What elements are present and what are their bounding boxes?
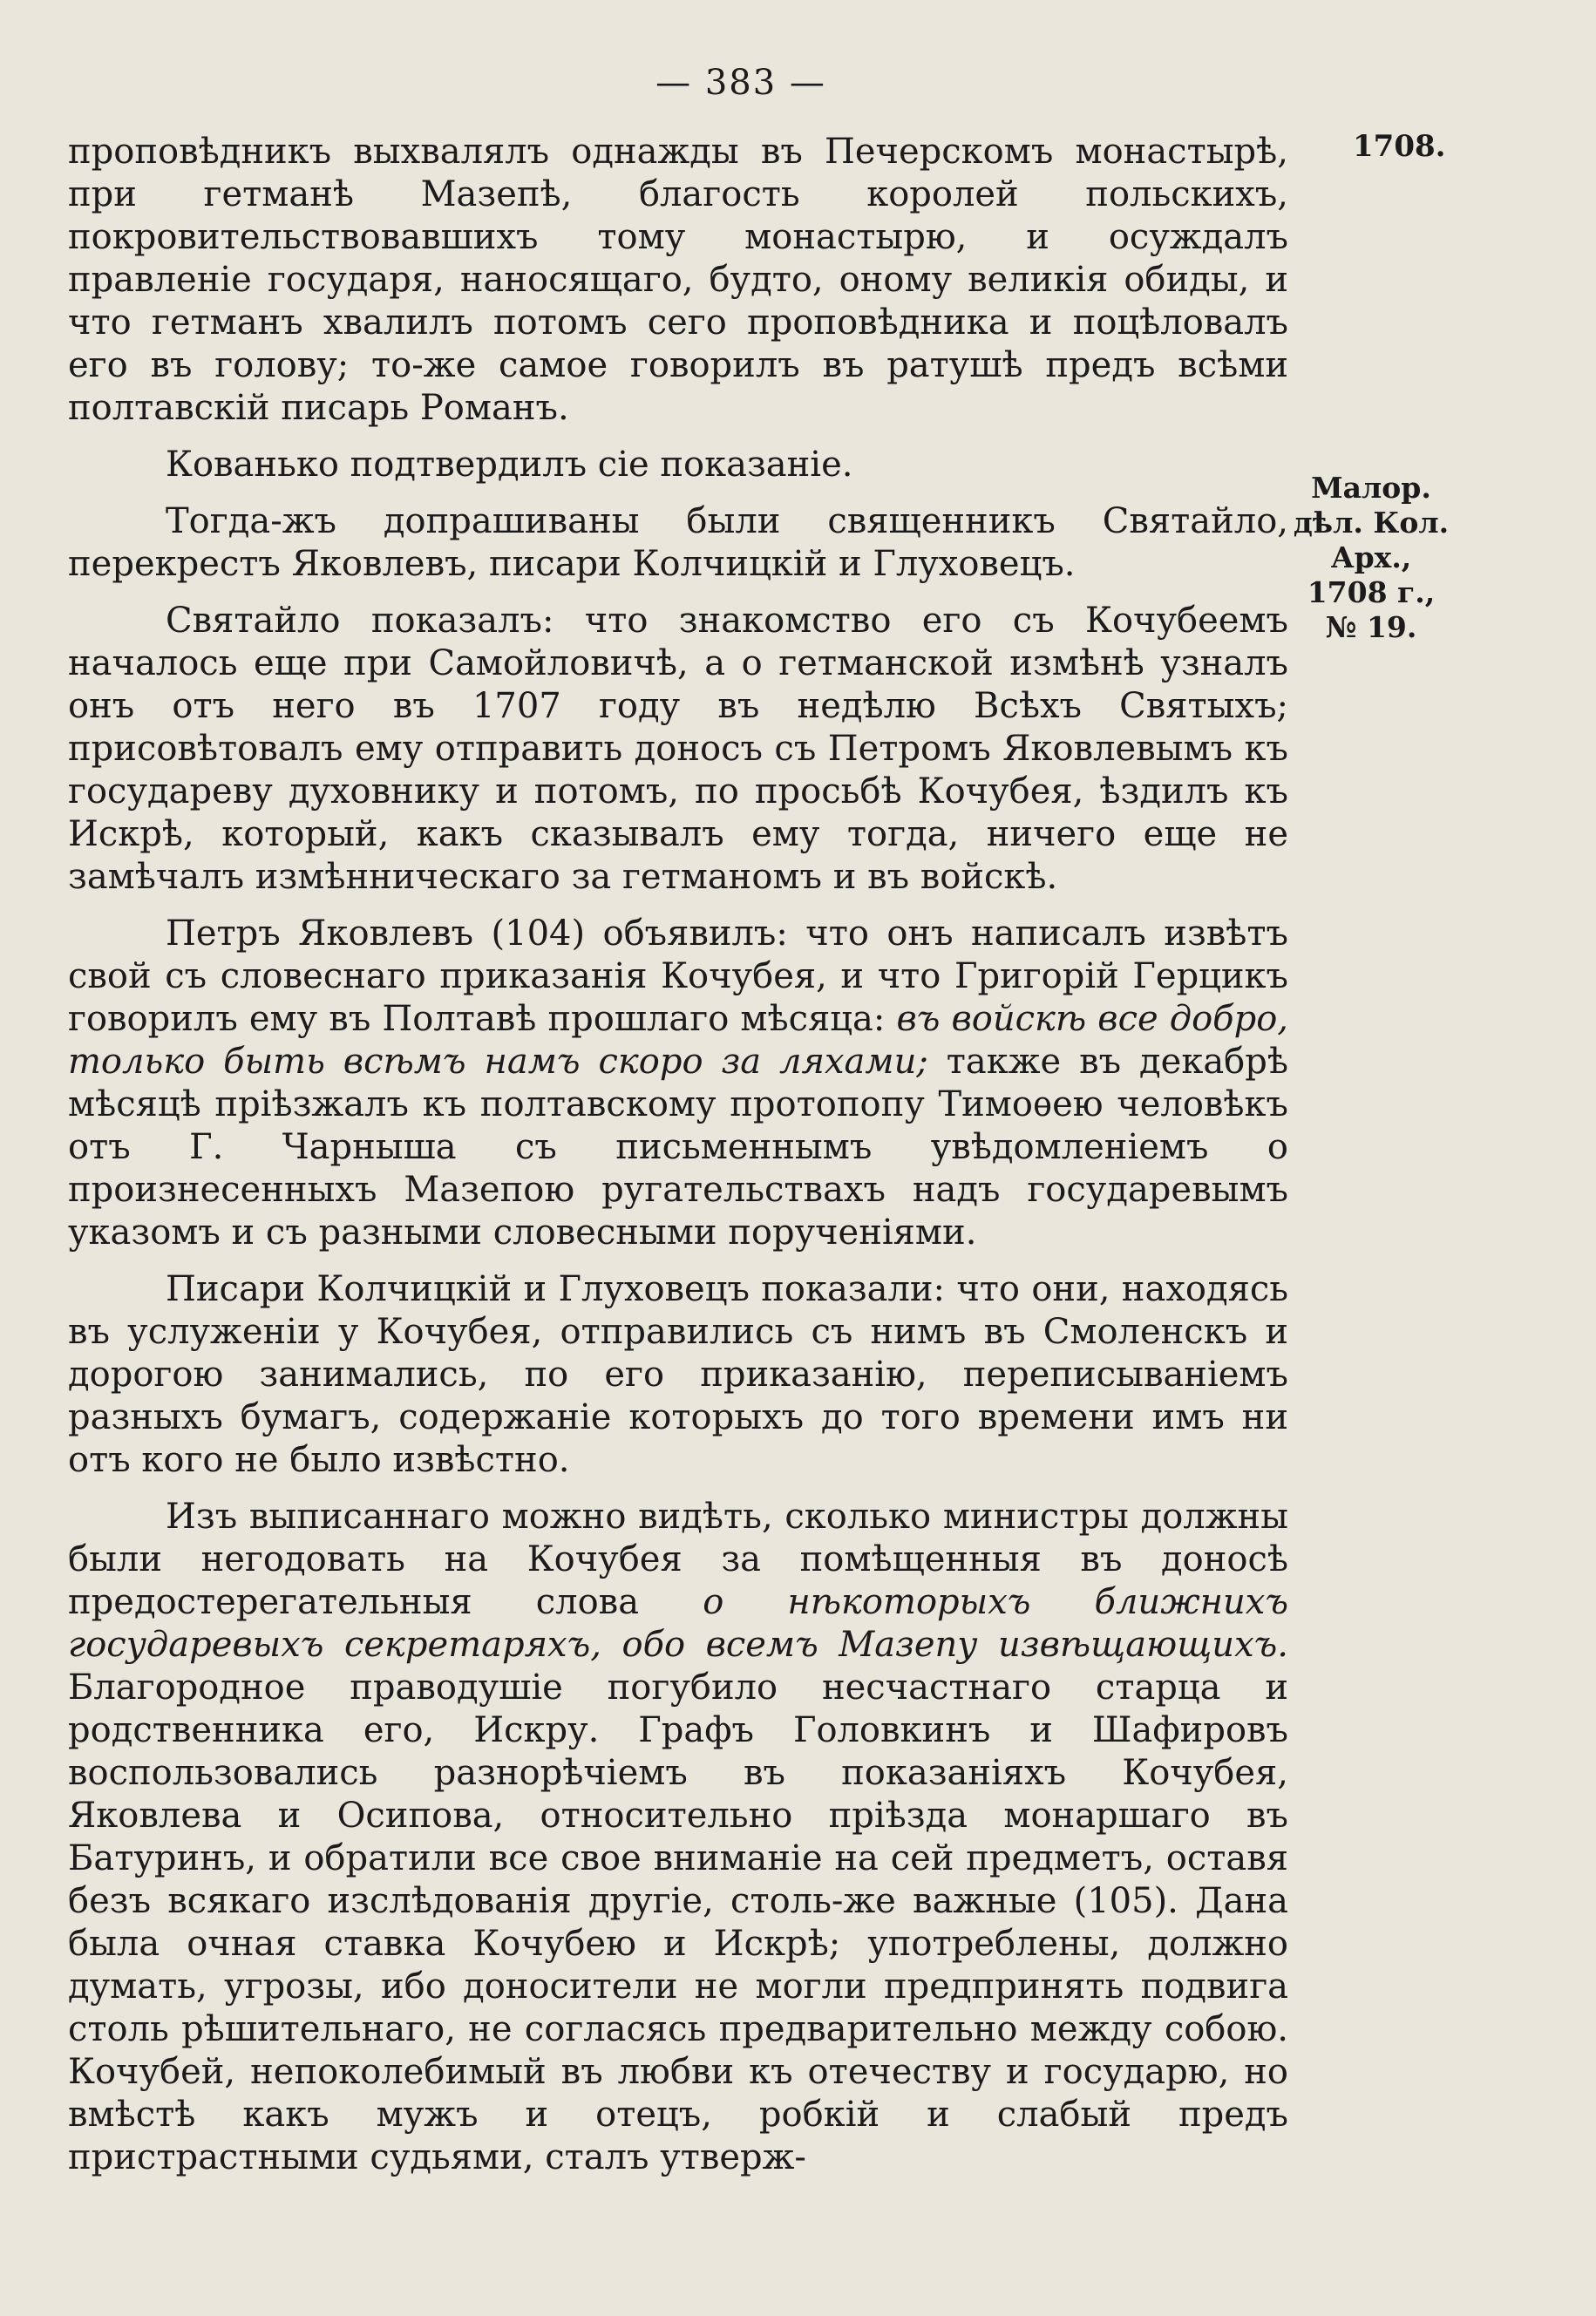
- body-text: [68, 131, 1288, 2193]
- yakovlev-text-a: Петръ Яковлевъ (104) объявилъ: что онъ написалъ извѣтъ свой съ словеснаго приказанія Кочубея, и что Григорій Герцикъ говорилъ ему въ Полтавѣ прошлаго мѣсяца:: [68, 913, 1288, 1039]
- yakovlev-text-b: также въ декабрѣ мѣсяцѣ пріѣзжалъ къ полтавскому протопопу Тимоѳею человѣкъ отъ Г. Чарныша съ письменнымъ увѣдомленіемъ о произнесенныхъ Мазепою ругательствахъ надъ государевымъ указомъ и съ разными словесными порученіями.: [68, 1042, 1288, 1253]
- paragraph-continued: проповѣдникъ выхвалялъ однажды въ Печерскомъ монастырѣ, при гетманѣ Мазепѣ, благость королей польскихъ, покровительствовавшихъ тому монастырю, и осуждалъ правленіе государя, наносящаго, будто, оному великія обиды, и что гетманъ хвалилъ потомъ сего проповѣдника и поцѣловалъ его въ голову; то-же самое говорилъ въ ратушѣ предъ всѣми полтавскій писарь Романъ.: [68, 132, 1288, 428]
- margin-year: 1708.: [1353, 129, 1446, 164]
- paragraph-yakovlev: [68, 913, 1288, 1254]
- conclusion-text-a: Изъ выписаннаго можно видѣть, сколько министры должны были негодовать на Кочубея за помѣщенныя въ доносѣ предостерегательныя слова: [68, 1497, 1288, 1622]
- margin-source-line: 1708 г.,: [1307, 575, 1436, 609]
- conclusion-text-b: Благородное праводушіе погубило несчастнаго старца и родственника его, Искру. Графъ Головкинъ и Шафировъ воспользовались разнорѣчіемъ въ показаніяхъ Кочубея, Яковлева и Осипова, относительно пріѣзда монаршаго въ Батуринъ, и обратили все свое вниманіе на сей предметъ, оставя безъ всякаго изслѣдованія другіе, столь-же важные (105). Дана была очная ставка Кочубею и Искрѣ; употреблены, должно думать, угрозы, ибо доносители не могли предпринять подвига столь рѣшительнаго, не согласясь предварительно между собою. Кочубей, непоколебимый въ любви къ отечеству и государю, но вмѣстѣ какъ мужъ и отецъ, робкій и слабый предъ пристрастными судьями, сталъ утверж-: [68, 1667, 1288, 2177]
- paragraph-scribes: Писари Колчицкій и Глуховецъ показали: что они, находясь въ услуженіи у Кочубея, отправились съ нимъ въ Смоленскъ и дорогою занимались, по его приказанію, переписываніемъ разныхъ бумагъ, содержаніе которыхъ до того времени имъ ни отъ кого не было извѣстно.: [68, 1269, 1288, 1480]
- paragraph-kovanko: Кованько подтвердилъ сіе показаніе.: [166, 445, 853, 485]
- margin-source-line: дѣл. Кол.: [1293, 506, 1450, 540]
- margin-source-note: [1288, 471, 1454, 645]
- margin-source-line: Малор.: [1311, 471, 1431, 505]
- paragraph-interrogation: Тогда-жъ допрашиваны были священникъ Святайло, перекрестъ Яковлевъ, писари Колчицкій и Глуховецъ.: [68, 501, 1288, 584]
- margin-source-line: № 19.: [1325, 610, 1417, 644]
- page-number: — 383 —: [655, 63, 826, 103]
- margin-source-line: Арх.,: [1330, 540, 1412, 574]
- conclusion-quote: о нѣкоторыхъ ближнихъ государевыхъ секретаряхъ, обо всемъ Мазепу извѣщающихъ.: [68, 1582, 1288, 1665]
- paragraph-svyataylo: Святайло показалъ: что знакомство его съ Кочубеемъ началось еще при Самойловичѣ, а о гетманской измѣнѣ узналъ онъ отъ него въ 1707 году въ недѣлю Всѣхъ Святыхъ; присовѣтовалъ ему отправить доносъ съ Петромъ Яковлевымъ къ государеву духовнику и потомъ, по просьбѣ Кочубея, ѣздилъ къ Искрѣ, который, какъ сказывалъ ему тогда, ничего еще не замѣчалъ измѣнническаго за гетманомъ и въ войскѣ.: [68, 601, 1288, 897]
- yakovlev-quote: въ войскѣ все добро, только быть всѣмъ намъ скоро за ляхами;: [68, 999, 1289, 1082]
- paragraph-conclusion: [68, 1496, 1288, 2179]
